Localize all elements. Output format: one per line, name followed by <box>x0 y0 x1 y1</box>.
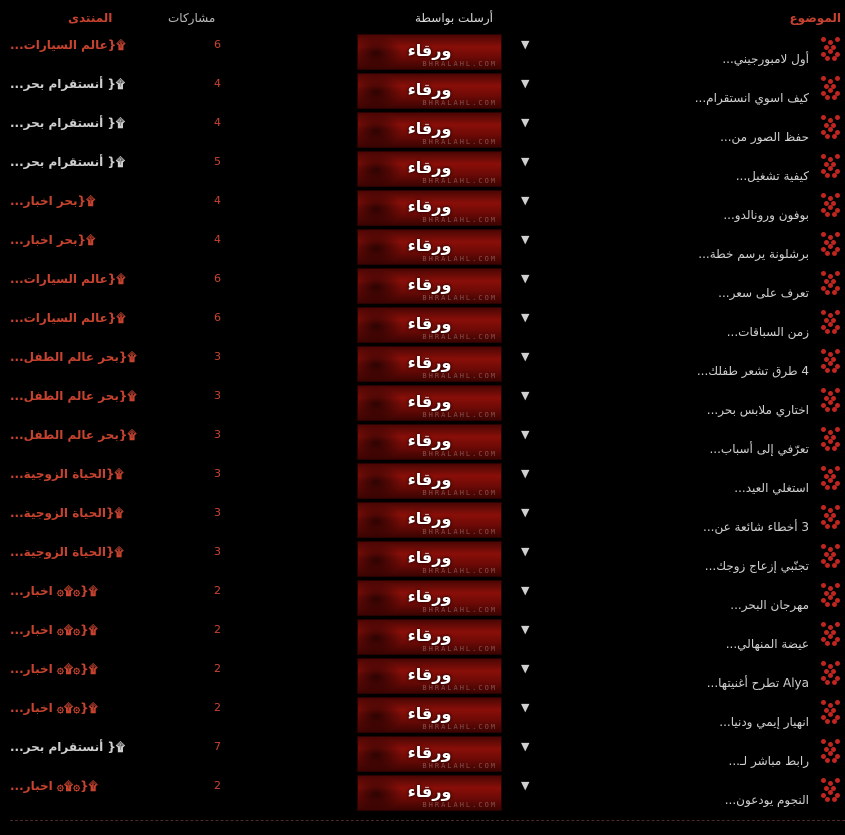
post-count[interactable]: 6 <box>214 272 221 285</box>
user-banner[interactable] <box>357 541 502 577</box>
username: ورقاء <box>407 431 452 450</box>
forum-link[interactable]: ۩{الحياة الزوجية... <box>10 545 124 559</box>
table-row <box>0 32 845 71</box>
banner-watermark: BHRALAHL.COM <box>422 567 497 575</box>
red-dots-bullet-icon <box>819 778 841 802</box>
red-dots-bullet-icon <box>819 388 841 412</box>
table-row <box>0 617 845 656</box>
dropdown-arrow-icon[interactable]: ▼ <box>521 545 530 558</box>
forum-link[interactable]: ۩{ أنستقرام بحر... <box>10 116 126 130</box>
topic-link[interactable]: بوفون ورونالدو... <box>723 208 809 222</box>
dropdown-arrow-icon[interactable]: ▼ <box>521 623 530 636</box>
red-dots-bullet-icon <box>819 544 841 568</box>
table-row <box>0 227 845 266</box>
banner-watermark: BHRALAHL.COM <box>422 60 497 68</box>
forum-link[interactable]: ۩{عالم السيارات... <box>10 311 126 325</box>
topic-link[interactable]: كيفية تشغيل... <box>735 169 809 183</box>
forum-link[interactable]: ۩{ أنستقرام بحر... <box>10 155 126 169</box>
topic-link[interactable]: تعرف على سعر... <box>718 286 809 300</box>
red-dots-bullet-icon <box>819 232 841 256</box>
red-dots-bullet-icon <box>819 349 841 373</box>
dropdown-arrow-icon[interactable]: ▼ <box>521 233 530 246</box>
dropdown-arrow-icon[interactable]: ▼ <box>521 701 530 714</box>
header-topic: الموضوع <box>789 11 841 25</box>
post-count[interactable]: 6 <box>214 38 221 51</box>
banner-watermark: BHRALAHL.COM <box>422 684 497 692</box>
banner-watermark: BHRALAHL.COM <box>422 801 497 809</box>
post-count[interactable]: 3 <box>214 545 221 558</box>
banner-watermark: BHRALAHL.COM <box>422 138 497 146</box>
post-count[interactable]: 4 <box>214 77 221 90</box>
banner-watermark: BHRALAHL.COM <box>422 294 497 302</box>
banner-watermark: BHRALAHL.COM <box>422 411 497 419</box>
post-count[interactable]: 2 <box>214 584 221 597</box>
forum-link[interactable]: ۩{ أنستقرام بحر... <box>10 77 126 91</box>
dropdown-arrow-icon[interactable]: ▼ <box>521 779 530 792</box>
red-dots-bullet-icon <box>819 310 841 334</box>
username: ورقاء <box>407 41 452 60</box>
banner-watermark: BHRALAHL.COM <box>422 645 497 653</box>
table-row <box>0 500 845 539</box>
user-banner[interactable] <box>357 580 502 616</box>
username: ورقاء <box>407 509 452 528</box>
table-row <box>0 305 845 344</box>
topic-link[interactable]: النجوم يودعون... <box>724 793 809 807</box>
forum-link[interactable]: ۩{۞۩۞ اخبار... <box>10 701 98 715</box>
banner-watermark: BHRALAHL.COM <box>422 216 497 224</box>
topic-link[interactable]: حفظ الصور من... <box>720 130 809 144</box>
dropdown-arrow-icon[interactable]: ▼ <box>521 311 530 324</box>
user-banner[interactable] <box>357 229 502 265</box>
topic-link[interactable]: زمن السباقات... <box>726 325 809 339</box>
banner-watermark: BHRALAHL.COM <box>422 255 497 263</box>
dropdown-arrow-icon[interactable]: ▼ <box>521 506 530 519</box>
topic-link[interactable]: انهيار إيمي ودنيا... <box>719 715 809 729</box>
username: ورقاء <box>407 587 452 606</box>
username: ورقاء <box>407 704 452 723</box>
topic-link[interactable]: تجنّبي إزعاج زوجك... <box>704 559 809 573</box>
user-banner[interactable] <box>357 736 502 772</box>
dropdown-arrow-icon[interactable]: ▼ <box>521 155 530 168</box>
dropdown-arrow-icon[interactable]: ▼ <box>521 428 530 441</box>
banner-watermark: BHRALAHL.COM <box>422 723 497 731</box>
username: ورقاء <box>407 782 452 801</box>
username: ورقاء <box>407 353 452 372</box>
post-count[interactable]: 4 <box>214 194 221 207</box>
dropdown-arrow-icon[interactable]: ▼ <box>521 77 530 90</box>
user-banner[interactable] <box>357 619 502 655</box>
forum-link[interactable]: ۩{۞۩۞ اخبار... <box>10 779 98 793</box>
table-row <box>0 539 845 578</box>
topic-link[interactable]: مهرجان البحر... <box>730 598 809 612</box>
post-count[interactable]: 2 <box>214 779 221 792</box>
red-dots-bullet-icon <box>819 739 841 763</box>
header-sender: أرسلت بواسطة <box>415 11 493 25</box>
dropdown-arrow-icon[interactable]: ▼ <box>521 584 530 597</box>
forum-link[interactable]: ۩{۞۩۞ اخبار... <box>10 584 98 598</box>
table-row <box>0 578 845 617</box>
banner-watermark: BHRALAHL.COM <box>422 177 497 185</box>
post-count[interactable]: 6 <box>214 311 221 324</box>
forum-link[interactable]: ۩{بحر اخبار... <box>10 194 96 208</box>
red-dots-bullet-icon <box>819 622 841 646</box>
red-dots-bullet-icon <box>819 466 841 490</box>
table-row <box>0 149 845 188</box>
user-banner[interactable] <box>357 775 502 811</box>
table-row <box>0 695 845 734</box>
dropdown-arrow-icon[interactable]: ▼ <box>521 194 530 207</box>
forum-link[interactable]: ۩{بحر عالم الطفل... <box>10 428 137 442</box>
topic-link[interactable]: كيف اسوي انستقرام... <box>694 91 809 105</box>
username: ورقاء <box>407 314 452 333</box>
username: ورقاء <box>407 392 452 411</box>
post-count[interactable]: 5 <box>214 155 221 168</box>
username: ورقاء <box>407 275 452 294</box>
red-dots-bullet-icon <box>819 661 841 685</box>
forum-link[interactable]: ۩{الحياة الزوجية... <box>10 506 124 520</box>
table-row <box>0 71 845 110</box>
user-banner[interactable] <box>357 463 502 499</box>
dropdown-arrow-icon[interactable]: ▼ <box>521 389 530 402</box>
forum-link[interactable]: ۩{۞۩۞ اخبار... <box>10 662 98 676</box>
user-banner[interactable] <box>357 34 502 70</box>
topic-link[interactable]: تعرّفي إلى أسباب... <box>709 442 809 456</box>
dropdown-arrow-icon[interactable]: ▼ <box>521 272 530 285</box>
post-count[interactable]: 3 <box>214 389 221 402</box>
dropdown-arrow-icon[interactable]: ▼ <box>521 116 530 129</box>
post-count[interactable]: 4 <box>214 233 221 246</box>
post-count[interactable]: 7 <box>214 740 221 753</box>
banner-watermark: BHRALAHL.COM <box>422 333 497 341</box>
banner-watermark: BHRALAHL.COM <box>422 99 497 107</box>
banner-watermark: BHRALAHL.COM <box>422 489 497 497</box>
username: ورقاء <box>407 119 452 138</box>
post-count[interactable]: 2 <box>214 701 221 714</box>
user-banner[interactable] <box>357 112 502 148</box>
username: ورقاء <box>407 626 452 645</box>
username: ورقاء <box>407 743 452 762</box>
forum-link[interactable]: ۩{عالم السيارات... <box>10 38 126 52</box>
forum-link[interactable]: ۩{ أنستقرام بحر... <box>10 740 126 754</box>
username: ورقاء <box>407 665 452 684</box>
topic-link[interactable]: أول لامبورجيني... <box>722 52 809 66</box>
topic-link[interactable]: برشلونة يرسم خطة... <box>698 247 809 261</box>
table-row <box>0 383 845 422</box>
user-banner[interactable] <box>357 268 502 304</box>
red-dots-bullet-icon <box>819 700 841 724</box>
red-dots-bullet-icon <box>819 76 841 100</box>
dropdown-arrow-icon[interactable]: ▼ <box>521 662 530 675</box>
dropdown-arrow-icon[interactable]: ▼ <box>521 350 530 363</box>
red-dots-bullet-icon <box>819 193 841 217</box>
username: ورقاء <box>407 197 452 216</box>
post-count[interactable]: 3 <box>214 467 221 480</box>
username: ورقاء <box>407 158 452 177</box>
username: ورقاء <box>407 548 452 567</box>
forum-link[interactable]: ۩{الحياة الزوجية... <box>10 467 124 481</box>
topic-link[interactable]: رابط مباشر لـ... <box>728 754 809 768</box>
banner-watermark: BHRALAHL.COM <box>422 606 497 614</box>
table-row <box>0 773 845 812</box>
user-banner[interactable] <box>357 697 502 733</box>
header-posts: مشاركات <box>168 11 216 25</box>
user-banner[interactable] <box>357 658 502 694</box>
dropdown-arrow-icon[interactable]: ▼ <box>521 740 530 753</box>
banner-watermark: BHRALAHL.COM <box>422 372 497 380</box>
forum-link[interactable]: ۩{عالم السيارات... <box>10 272 126 286</box>
post-count[interactable]: 3 <box>214 350 221 363</box>
user-banner[interactable] <box>357 346 502 382</box>
topic-link[interactable]: 4 طرق تشعر طفلك... <box>696 364 809 378</box>
topic-link[interactable]: عيضة المنهالي... <box>725 637 809 651</box>
user-banner[interactable] <box>357 424 502 460</box>
topic-link[interactable]: اختاري ملابس بحر... <box>706 403 809 417</box>
user-banner[interactable] <box>357 190 502 226</box>
post-count[interactable]: 4 <box>214 116 221 129</box>
dropdown-arrow-icon[interactable]: ▼ <box>521 38 530 51</box>
banner-watermark: BHRALAHL.COM <box>422 450 497 458</box>
forum-link[interactable]: ۩{۞۩۞ اخبار... <box>10 623 98 637</box>
red-dots-bullet-icon <box>819 271 841 295</box>
forum-link[interactable]: ۩{بحر عالم الطفل... <box>10 350 137 364</box>
table-row <box>0 266 845 305</box>
post-count[interactable]: 3 <box>214 428 221 441</box>
bottom-divider <box>10 820 845 821</box>
table-row <box>0 734 845 773</box>
red-dots-bullet-icon <box>819 505 841 529</box>
username: ورقاء <box>407 80 452 99</box>
header-forum: المنتدى <box>68 11 113 25</box>
table-row <box>0 656 845 695</box>
topics-list <box>0 32 845 812</box>
forum-link[interactable]: ۩{بحر اخبار... <box>10 233 96 247</box>
forum-link[interactable]: ۩{بحر عالم الطفل... <box>10 389 137 403</box>
username: ورقاء <box>407 470 452 489</box>
topic-link[interactable]: استغلي العيد... <box>734 481 809 495</box>
post-count[interactable]: 2 <box>214 623 221 636</box>
table-row <box>0 188 845 227</box>
post-count[interactable]: 3 <box>214 506 221 519</box>
topic-link[interactable]: 3 أخطاء شائعة عن... <box>703 520 809 534</box>
red-dots-bullet-icon <box>819 583 841 607</box>
user-banner[interactable] <box>357 73 502 109</box>
user-banner[interactable] <box>357 385 502 421</box>
user-banner[interactable] <box>357 502 502 538</box>
red-dots-bullet-icon <box>819 37 841 61</box>
table-row <box>0 461 845 500</box>
banner-watermark: BHRALAHL.COM <box>422 762 497 770</box>
red-dots-bullet-icon <box>819 115 841 139</box>
post-count[interactable]: 2 <box>214 662 221 675</box>
banner-watermark: BHRALAHL.COM <box>422 528 497 536</box>
username: ورقاء <box>407 236 452 255</box>
table-row <box>0 422 845 461</box>
user-banner[interactable] <box>357 307 502 343</box>
dropdown-arrow-icon[interactable]: ▼ <box>521 467 530 480</box>
topic-link[interactable]: Alya تطرح أغنيتها... <box>706 676 809 690</box>
red-dots-bullet-icon <box>819 427 841 451</box>
red-dots-bullet-icon <box>819 154 841 178</box>
table-row <box>0 110 845 149</box>
table-row <box>0 344 845 383</box>
user-banner[interactable] <box>357 151 502 187</box>
table-header <box>0 0 845 32</box>
